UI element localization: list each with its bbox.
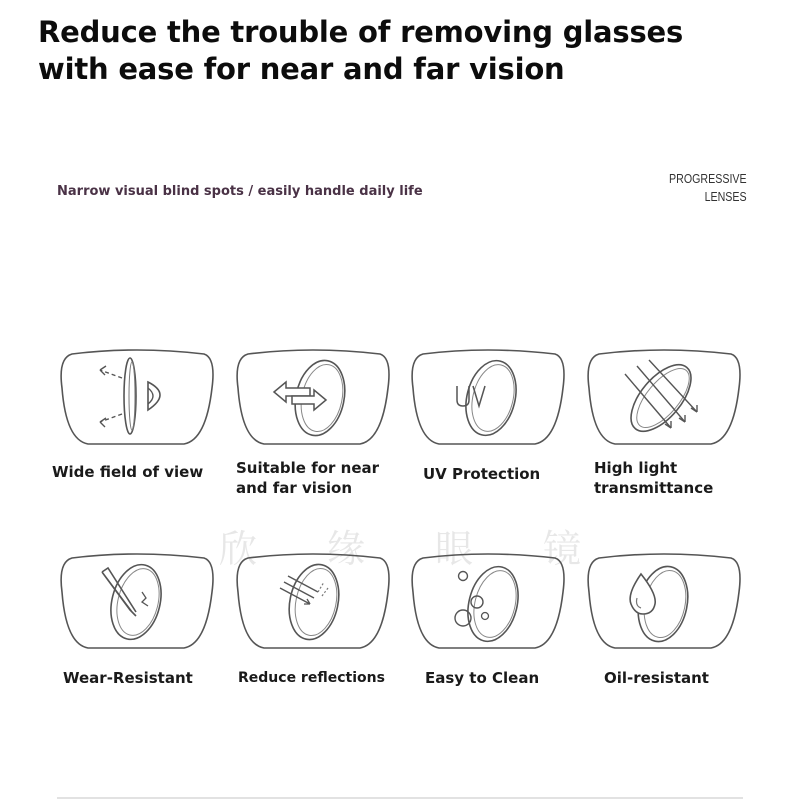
oil-drop-icon (585, 552, 741, 652)
feature-label: Reduce reflections (238, 670, 385, 686)
reflection-icon (234, 552, 390, 652)
feature-oil-resistant (585, 552, 761, 687)
bottom-divider (57, 797, 743, 799)
feature-reduce-reflections (234, 552, 410, 686)
feature-label: Wear-Resistant (63, 669, 193, 687)
watermark-char: 眼 (435, 527, 474, 571)
scratch-pen-icon (58, 552, 214, 652)
watermark-char: 欣 (218, 527, 257, 571)
headline-line-2: with ease for near and far vision (38, 52, 565, 86)
feature-label: UV Protection (423, 465, 541, 483)
feature-label: High light transmittance (594, 459, 714, 497)
feature-near-far-vision (234, 348, 410, 497)
water-drops-icon (409, 552, 565, 652)
watermark-char: 镜 (543, 527, 582, 571)
headline (38, 14, 683, 88)
feature-label: Oil-resistant (604, 669, 709, 687)
light-rays-icon (585, 348, 741, 448)
headline-line-1: Reduce the trouble of removing glasses (38, 15, 684, 49)
feature-wear-resistant (58, 552, 234, 687)
feature-label: Suitable for near and far vision (236, 459, 380, 497)
watermark-char: 缘 (326, 527, 365, 571)
feature-label: Wide field of view (52, 463, 204, 481)
eye-view-icon (58, 348, 214, 448)
feature-easy-to-clean (409, 552, 585, 687)
badge-line-1: PROGRESSIVE (669, 171, 747, 186)
uv-icon (409, 348, 565, 448)
feature-light-transmittance (585, 348, 761, 497)
tagline: Narrow visual blind spots / easily handle daily life (57, 184, 423, 199)
double-arrow-icon (234, 348, 390, 448)
badge-line-2: LENSES (704, 189, 747, 204)
feature-wide-field-of-view (52, 348, 234, 481)
progressive-lenses-badge (669, 170, 747, 206)
feature-uv-protection (409, 348, 585, 483)
feature-label: Easy to Clean (425, 669, 540, 687)
